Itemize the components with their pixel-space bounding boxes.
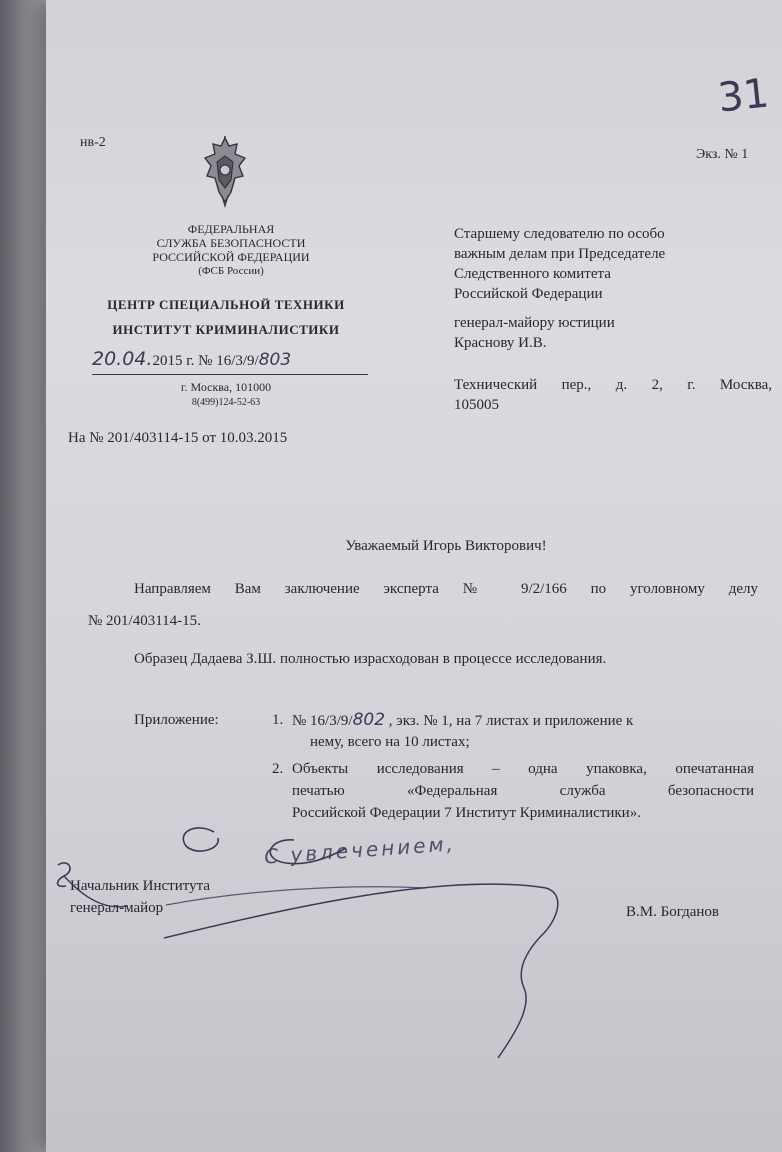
recipient-rank: генерал-майору юстиции <box>454 315 615 331</box>
handwritten-attachment-number: 802 <box>352 710 386 730</box>
signatory-title-1: Начальник Института <box>70 878 210 894</box>
attachment-item-2-line-1: Объекты исследования – одна упаковка, опечатанная <box>292 761 754 777</box>
recipient-block <box>454 224 772 415</box>
sender-city: г. Москва, 101000 <box>180 380 272 394</box>
registration-line <box>92 350 368 375</box>
handwritten-reg-number: 803 <box>258 350 292 370</box>
org-line: РОССИЙСКОЙ ФЕДЕРАЦИИ <box>152 250 310 264</box>
attachment-label: Приложение: <box>134 712 219 728</box>
org-line: ФЕДЕРАЛЬНАЯ <box>187 222 275 236</box>
attachment-item-2-num: 2. <box>272 761 284 777</box>
signature-strokes <box>46 810 782 1080</box>
fsb-emblem-icon <box>201 136 249 208</box>
printed-date: 2015 г. № <box>152 353 213 369</box>
handwritten-page-number: 31 <box>715 70 772 122</box>
recipient-address: Технический пер., д. 2, г. Москва, <box>454 377 772 393</box>
org-line: (ФСБ России) <box>198 265 264 277</box>
reg-number: 16/3/9/ <box>216 353 259 369</box>
attachment-item-1-rest: , экз. № 1, на 7 листах и приложение к <box>388 713 634 729</box>
attachment-item-2-line-3: Российской Федерации 7 Институт Криминалистики». <box>292 805 641 821</box>
signatory-title-2: генерал-майор <box>70 900 164 916</box>
reference-line: На № 201/403114-15 от 10.03.2015 <box>68 430 288 446</box>
recipient-line: Старшему следователю по особо <box>454 226 665 242</box>
handwritten-date: 20.04. <box>92 348 153 370</box>
signatory-name: В.М. Богданов <box>626 904 720 920</box>
unit-line-1: ЦЕНТР СПЕЦИАЛЬНОЙ ТЕХНИКИ <box>107 297 345 312</box>
copy-number: Экз. № 1 <box>696 147 749 162</box>
recipient-line: важным делам при Председателе <box>454 246 666 262</box>
paragraph-1: Направляем Вам заключение эксперта № 9/2/166 по уголовному делу <box>134 581 758 597</box>
org-line: СЛУЖБА БЕЗОПАСНОСТИ <box>156 236 306 250</box>
attachment-item-2-line-2: печатью «Федеральная служба безопасности <box>292 783 754 799</box>
document-code: нв-2 <box>80 135 106 150</box>
letter-page <box>46 0 782 1152</box>
salutation: Уважаемый Игорь Викторович! <box>345 538 547 554</box>
sender-phone: 8(499)124-52-63 <box>191 397 261 408</box>
paragraph-1-cont: № 201/403114-15. <box>88 613 201 629</box>
handwritten-note: С увлечением, <box>263 831 457 869</box>
recipient-line: Российской Федерации <box>454 286 603 302</box>
attachment-item-1-num: 1. <box>272 712 284 728</box>
unit-line-2: ИНСТИТУТ КРИМИНАЛИСТИКИ <box>112 322 340 337</box>
attachment-item-1-prefix: № 16/3/9/ <box>292 713 353 729</box>
recipient-line: Следственного комитета <box>454 266 611 282</box>
recipient-postcode: 105005 <box>454 397 499 413</box>
recipient-name: Краснову И.В. <box>454 335 547 351</box>
sender-org <box>106 222 356 278</box>
attachment-item-1 <box>292 711 754 730</box>
paragraph-2: Образец Дадаева З.Ш. полностью израсходован в процессе исследования. <box>134 651 607 667</box>
attachment-item-1-line-2: нему, всего на 10 листах; <box>310 734 470 750</box>
